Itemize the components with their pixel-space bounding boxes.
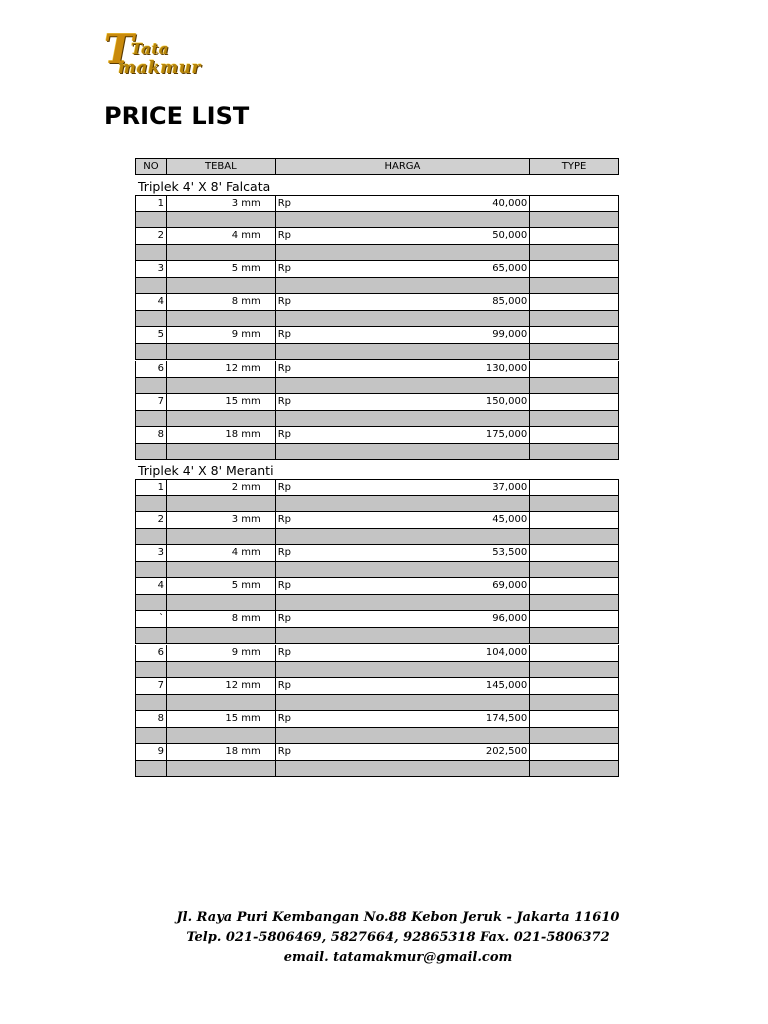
cell-currency: Rp xyxy=(277,547,292,559)
spacer-row xyxy=(135,245,619,261)
table-row xyxy=(135,479,619,496)
spacer-cell xyxy=(276,344,530,359)
table-row xyxy=(135,512,619,529)
cell-type xyxy=(530,678,619,694)
table-row xyxy=(135,294,619,311)
spacer-cell xyxy=(136,278,167,293)
spacer-row xyxy=(135,728,619,744)
cell-currency: Rp xyxy=(277,362,292,374)
logo-text-top: Tata xyxy=(131,40,170,58)
cell-no: 5 xyxy=(136,327,167,343)
cell-type xyxy=(530,578,619,594)
cell-harga xyxy=(276,678,530,694)
cell-currency: Rp xyxy=(277,646,292,658)
cell-price: 65,000 xyxy=(492,263,528,275)
cell-type xyxy=(530,196,619,211)
spacer-cell xyxy=(276,595,530,610)
spacer-cell xyxy=(167,628,276,643)
cell-price: 202,500 xyxy=(485,745,528,757)
spacer-cell xyxy=(136,212,167,227)
spacer-row xyxy=(135,344,619,360)
cell-currency: Rp xyxy=(277,395,292,407)
logo-text-main: makmur xyxy=(118,58,202,78)
spacer-row xyxy=(135,212,619,228)
spacer-row xyxy=(135,411,619,427)
spacer-cell xyxy=(530,344,619,359)
spacer-cell xyxy=(167,278,276,293)
spacer-cell xyxy=(136,411,167,426)
cell-type xyxy=(530,294,619,310)
spacer-cell xyxy=(276,411,530,426)
spacer-row xyxy=(135,595,619,611)
spacer-cell xyxy=(167,378,276,393)
spacer-cell xyxy=(530,378,619,393)
cell-currency: Rp xyxy=(277,428,292,440)
cell-price: 50,000 xyxy=(492,230,528,242)
cell-tebal: 15 mm xyxy=(167,711,276,727)
cell-tebal: 18 mm xyxy=(167,427,276,443)
spacer-cell xyxy=(136,728,167,743)
cell-type xyxy=(530,228,619,244)
cell-currency: Rp xyxy=(277,712,292,724)
spacer-cell xyxy=(167,728,276,743)
spacer-row xyxy=(135,311,619,327)
table-header xyxy=(135,158,619,175)
cell-no: 8 xyxy=(136,711,167,727)
table-row xyxy=(135,678,619,695)
cell-harga xyxy=(276,512,530,528)
cell-harga xyxy=(276,361,530,377)
cell-tebal: 5 mm xyxy=(167,261,276,277)
spacer-row xyxy=(135,761,619,777)
table-row xyxy=(135,361,619,378)
cell-price: 37,000 xyxy=(492,482,528,493)
cell-tebal: 8 mm xyxy=(167,294,276,310)
spacer-row xyxy=(135,444,619,460)
cell-no: 7 xyxy=(136,678,167,694)
spacer-cell xyxy=(530,212,619,227)
spacer-cell xyxy=(276,662,530,677)
cell-price: 45,000 xyxy=(492,514,528,526)
cell-no: 3 xyxy=(136,261,167,277)
spacer-cell xyxy=(530,761,619,776)
table-row xyxy=(135,711,619,728)
spacer-cell xyxy=(167,761,276,776)
spacer-row xyxy=(135,695,619,711)
table-row xyxy=(135,427,619,444)
cell-no: 6 xyxy=(136,645,167,661)
spacer-cell xyxy=(276,378,530,393)
cell-harga xyxy=(276,196,530,211)
spacer-cell xyxy=(276,278,530,293)
spacer-cell xyxy=(530,444,619,459)
cell-type xyxy=(530,744,619,760)
cell-type xyxy=(530,645,619,661)
spacer-cell xyxy=(276,628,530,643)
spacer-cell xyxy=(167,496,276,511)
section-title: Triplek 4' X 8' Falcata xyxy=(138,179,271,194)
cell-type xyxy=(530,611,619,627)
cell-no: 2 xyxy=(136,512,167,528)
spacer-cell xyxy=(136,496,167,511)
spacer-cell xyxy=(530,245,619,260)
cell-harga xyxy=(276,578,530,594)
cell-harga xyxy=(276,744,530,760)
spacer-cell xyxy=(136,344,167,359)
cell-tebal: 4 mm xyxy=(167,545,276,561)
spacer-cell xyxy=(136,595,167,610)
spacer-cell xyxy=(530,562,619,577)
cell-harga xyxy=(276,327,530,343)
table-row xyxy=(135,228,619,245)
cell-harga xyxy=(276,480,530,495)
spacer-cell xyxy=(276,695,530,710)
spacer-cell xyxy=(276,311,530,326)
spacer-cell xyxy=(136,695,167,710)
cell-harga xyxy=(276,228,530,244)
cell-no: 4 xyxy=(136,294,167,310)
footer-phone: Telp. 021-5806469, 5827664, 92865318 Fax. 021-5806372 xyxy=(186,930,610,945)
spacer-cell xyxy=(167,212,276,227)
cell-harga xyxy=(276,261,530,277)
table-row xyxy=(135,545,619,562)
cell-type xyxy=(530,361,619,377)
spacer-cell xyxy=(136,628,167,643)
spacer-cell xyxy=(276,529,530,544)
cell-no: 9 xyxy=(136,744,167,760)
header-type: TYPE xyxy=(530,159,619,174)
cell-currency: Rp xyxy=(277,679,292,691)
cell-price: 40,000 xyxy=(492,198,528,209)
spacer-row xyxy=(135,562,619,578)
cell-type xyxy=(530,427,619,443)
cell-no: 7 xyxy=(136,394,167,410)
cell-price: 145,000 xyxy=(485,679,528,691)
cell-no: ` xyxy=(136,611,167,627)
spacer-cell xyxy=(530,662,619,677)
spacer-cell xyxy=(136,529,167,544)
footer-address: Jl. Raya Puri Kembangan No.88 Kebon Jeruk - Jakarta 11610 xyxy=(176,910,620,925)
spacer-cell xyxy=(530,728,619,743)
spacer-cell xyxy=(530,595,619,610)
cell-no: 8 xyxy=(136,427,167,443)
spacer-cell xyxy=(530,411,619,426)
cell-currency: Rp xyxy=(277,296,292,308)
cell-price: 130,000 xyxy=(485,362,528,374)
table-row xyxy=(135,327,619,344)
spacer-cell xyxy=(530,628,619,643)
header-no: NO xyxy=(136,159,167,174)
cell-price: 99,000 xyxy=(492,329,528,341)
cell-currency: Rp xyxy=(277,613,292,625)
cell-tebal: 9 mm xyxy=(167,645,276,661)
spacer-cell xyxy=(167,411,276,426)
spacer-cell xyxy=(276,496,530,511)
cell-currency: Rp xyxy=(277,329,292,341)
cell-tebal: 5 mm xyxy=(167,578,276,594)
page-title: PRICE LIST xyxy=(104,102,250,130)
spacer-row xyxy=(135,529,619,545)
cell-price: 69,000 xyxy=(492,580,528,592)
section-title: Triplek 4' X 8' Meranti xyxy=(138,463,274,478)
cell-price: 150,000 xyxy=(485,395,528,407)
cell-tebal: 15 mm xyxy=(167,394,276,410)
spacer-cell xyxy=(167,444,276,459)
spacer-cell xyxy=(276,245,530,260)
cell-type xyxy=(530,512,619,528)
cell-price: 104,000 xyxy=(485,646,528,658)
cell-price: 85,000 xyxy=(492,296,528,308)
spacer-cell xyxy=(167,245,276,260)
cell-type xyxy=(530,711,619,727)
spacer-cell xyxy=(530,311,619,326)
table-row xyxy=(135,578,619,595)
spacer-cell xyxy=(530,496,619,511)
spacer-cell xyxy=(167,695,276,710)
spacer-cell xyxy=(530,695,619,710)
cell-harga xyxy=(276,294,530,310)
cell-no: 3 xyxy=(136,545,167,561)
cell-price: 174,500 xyxy=(485,712,528,724)
spacer-cell xyxy=(136,311,167,326)
cell-harga xyxy=(276,711,530,727)
spacer-cell xyxy=(276,562,530,577)
cell-type xyxy=(530,480,619,495)
table-row xyxy=(135,195,619,212)
spacer-row xyxy=(135,628,619,644)
spacer-cell xyxy=(136,761,167,776)
spacer-row xyxy=(135,496,619,512)
table-row xyxy=(135,261,619,278)
cell-type xyxy=(530,327,619,343)
cell-harga xyxy=(276,545,530,561)
cell-type xyxy=(530,261,619,277)
header-harga: HARGA xyxy=(276,159,530,174)
cell-price: 53,500 xyxy=(492,547,528,559)
spacer-cell xyxy=(276,212,530,227)
cell-harga xyxy=(276,645,530,661)
spacer-row xyxy=(135,662,619,678)
cell-price: 175,000 xyxy=(485,428,528,440)
cell-no: 1 xyxy=(136,196,167,211)
cell-type xyxy=(530,545,619,561)
cell-tebal: 9 mm xyxy=(167,327,276,343)
table-row xyxy=(135,394,619,411)
spacer-cell xyxy=(530,278,619,293)
spacer-cell xyxy=(167,311,276,326)
cell-tebal: 8 mm xyxy=(167,611,276,627)
spacer-cell xyxy=(167,344,276,359)
spacer-cell xyxy=(276,728,530,743)
cell-type xyxy=(530,394,619,410)
table-row xyxy=(135,645,619,662)
spacer-cell xyxy=(167,529,276,544)
spacer-cell xyxy=(136,562,167,577)
cell-price: 96,000 xyxy=(492,613,528,625)
footer-email: email. tatamakmur@gmail.com xyxy=(283,950,513,965)
cell-currency: Rp xyxy=(277,514,292,526)
cell-no: 6 xyxy=(136,361,167,377)
footer xyxy=(0,908,768,968)
spacer-row xyxy=(135,378,619,394)
spacer-cell xyxy=(530,529,619,544)
cell-harga xyxy=(276,427,530,443)
cell-tebal: 2 mm xyxy=(167,480,276,495)
cell-currency: Rp xyxy=(277,198,292,209)
table-row xyxy=(135,744,619,761)
spacer-cell xyxy=(136,378,167,393)
cell-currency: Rp xyxy=(277,263,292,275)
cell-no: 2 xyxy=(136,228,167,244)
spacer-cell xyxy=(167,662,276,677)
table-row xyxy=(135,611,619,628)
cell-no: 1 xyxy=(136,480,167,495)
cell-tebal: 12 mm xyxy=(167,678,276,694)
cell-tebal: 18 mm xyxy=(167,744,276,760)
spacer-row xyxy=(135,278,619,294)
cell-harga xyxy=(276,611,530,627)
cell-tebal: 3 mm xyxy=(167,512,276,528)
cell-currency: Rp xyxy=(277,580,292,592)
spacer-cell xyxy=(136,245,167,260)
logo-t-glyph: T xyxy=(104,26,134,73)
company-logo xyxy=(104,26,226,84)
cell-no: 4 xyxy=(136,578,167,594)
cell-tebal: 4 mm xyxy=(167,228,276,244)
spacer-cell xyxy=(276,761,530,776)
header-tebal: TEBAL xyxy=(167,159,276,174)
cell-tebal: 12 mm xyxy=(167,361,276,377)
spacer-cell xyxy=(167,595,276,610)
cell-currency: Rp xyxy=(277,482,292,493)
spacer-cell xyxy=(276,444,530,459)
cell-harga xyxy=(276,394,530,410)
spacer-cell xyxy=(136,444,167,459)
cell-currency: Rp xyxy=(277,230,292,242)
spacer-cell xyxy=(167,562,276,577)
cell-currency: Rp xyxy=(277,745,292,757)
spacer-cell xyxy=(136,662,167,677)
cell-tebal: 3 mm xyxy=(167,196,276,211)
